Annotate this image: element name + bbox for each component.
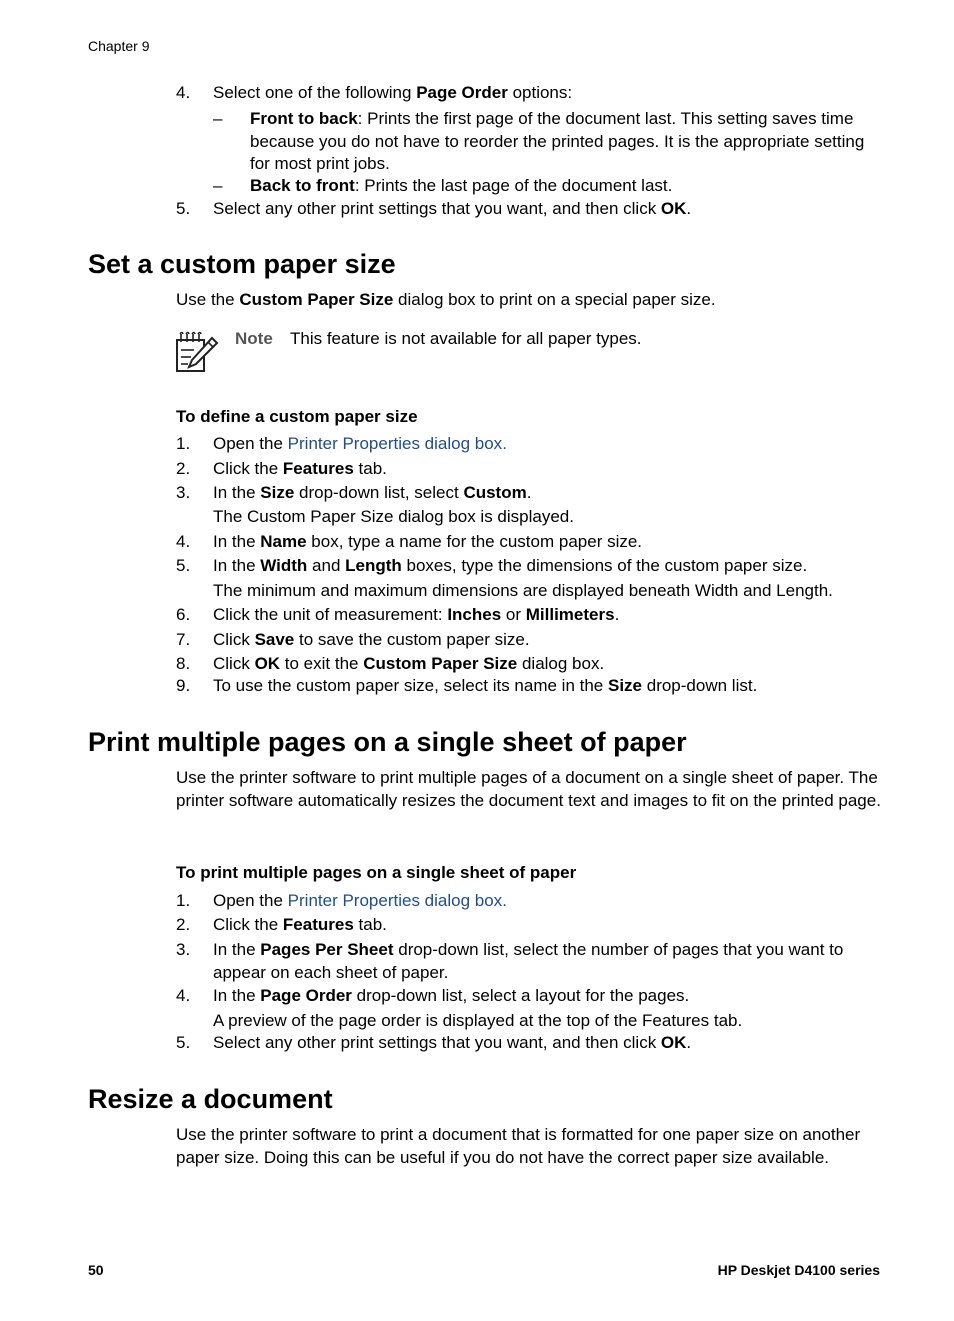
list-item: 3. In the Size drop-down list, select Custom. The Custom Paper Size dialog box is displayed. [176,483,574,526]
printer-properties-link[interactable]: Printer Properties dialog box [287,434,503,453]
section-title-resize-document: Resize a document [88,1084,333,1114]
note-text: This feature is not available for all paper types. [290,329,642,348]
list-item: 4. In the Page Order drop-down list, select a layout for the pages. A preview of the page order is displayed at the top of the Features tab. [176,986,743,1030]
section-title-multiple-pages: Print multiple pages on a single sheet of paper [88,727,687,757]
procedure-title: To define a custom paper size [176,407,418,426]
list-item: 3. In the Pages Per Sheet drop-down list, select the number of pages that you want to appear on each sheet of paper. [176,940,844,982]
section-intro: Use the printer software to print a document that is formatted for one paper size on another paper size. Doing this can be useful if you do not have the correct paper size available. [176,1125,861,1167]
note-pencil-icon [174,330,220,376]
procedure-title: To print multiple pages on a single sheet of paper [176,863,577,882]
page-number: 50 [88,1262,104,1278]
chapter-label: Chapter 9 [88,38,150,54]
list-item: 5. In the Width and Length boxes, type the dimensions of the custom paper size. The minimum and maximum dimensions are displayed beneath Width and Length. [176,556,833,600]
note-label: Note [235,329,273,348]
section-intro: Use the Custom Paper Size dialog box to print on a special paper size. [176,290,716,309]
section-intro: Use the printer software to print multiple pages of a document on a single sheet of paper. The printer software automatically resizes the document text and images to fit on the printed page. [176,768,881,810]
section-title-custom-paper-size: Set a custom paper size [88,249,396,279]
product-name: HP Deskjet D4100 series [717,1262,880,1278]
printer-properties-link[interactable]: Printer Properties dialog box [287,891,503,910]
